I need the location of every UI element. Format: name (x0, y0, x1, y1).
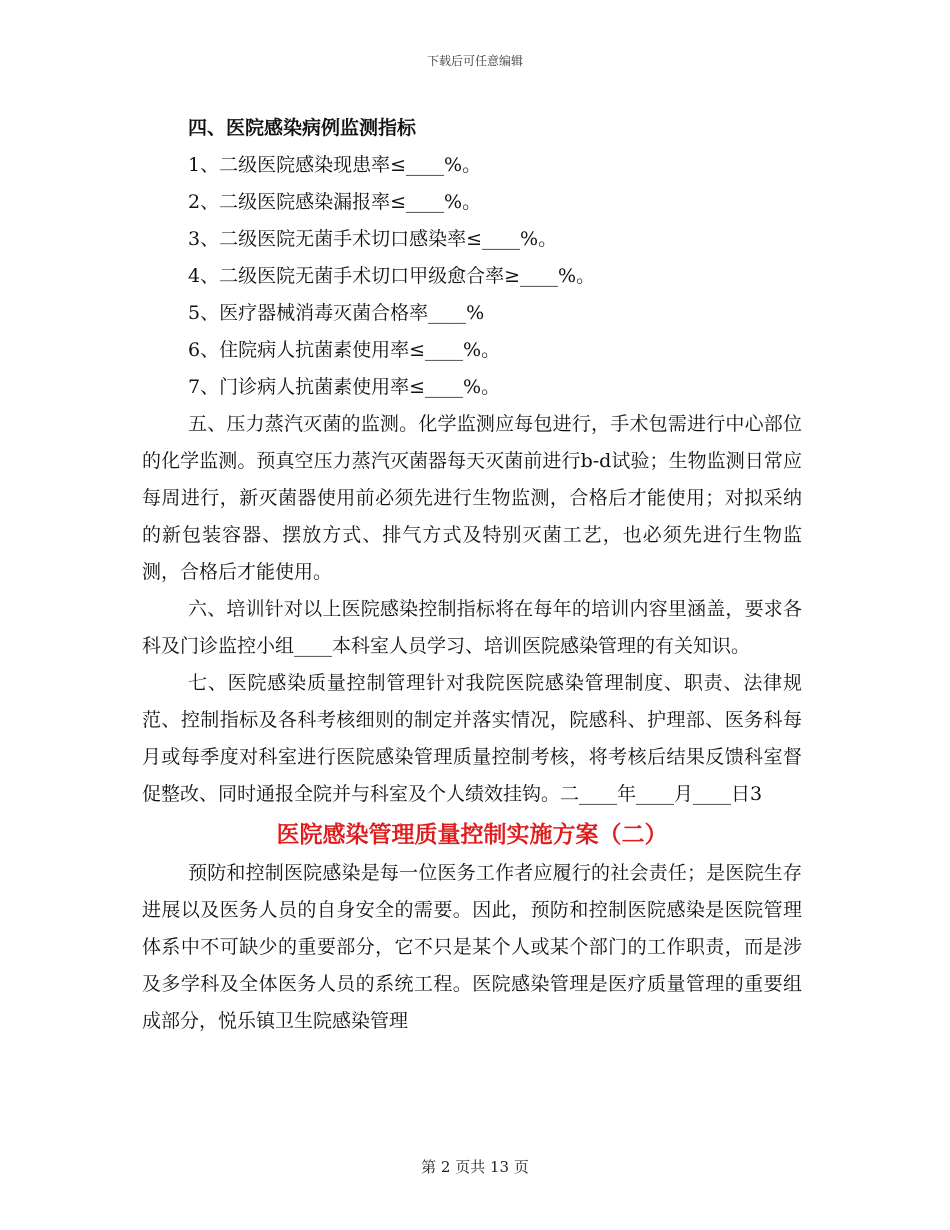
document-body (142, 110, 802, 1040)
section-5-paragraph: 五、压力蒸汽灭菌的监测。化学监测应每包进行，手术包需进行中心部位的化学监测。预真空压力蒸汽灭菌器每天灭菌前进行b-d试验；生物监测日常应每周进行，新灭菌器使用前必须先进行生物监测，合格后才能使用；对拟采纳的新包装容器、摆放方式、排气方式及特别灭菌工艺，也必须先进行生物监测，合格后才能使用。 (142, 413, 802, 583)
section-6-paragraph: 六、培训针对以上医院感染控制指标将在每年的培训内容里涵盖，要求各科及门诊监控小组____本科室人员学习、培训医院感染管理的有关知识。 (142, 598, 802, 657)
plan-2-title: 医院感染管理质量控制实施方案（二） (276, 821, 668, 848)
indicator-item-7: 7、门诊病人抗菌素使用率≤____%。 (188, 376, 501, 398)
indicator-item-5: 5、医疗器械消毒灭菌合格率____% (188, 302, 485, 324)
plan-2-intro-paragraph: 预防和控制医院感染是每一位医务工作者应履行的社会责任；是医院生存进展以及医务人员的自身安全的需要。因此，预防和控制医院感染是医院管理体系中不可缺少的重要部分，它不只是某个人或某个部门的工作职责，而是涉及多学科及全体医务人员的系统工程。医院感染管理是医疗质量管理的重要组成部分，悦乐镇卫生院感染管理 (142, 862, 802, 1032)
page-footer-number: 第 2 页共 13 页 (421, 1158, 529, 1176)
indicator-item-3: 3、二级医院无菌手术切口感染率≤____%。 (188, 228, 558, 250)
indicator-item-1: 1、二级医院感染现患率≤____%。 (188, 154, 482, 176)
indicator-item-6: 6、住院病人抗菌素使用率≤____%。 (188, 339, 501, 361)
section-4-title: 四、医院感染病例监测指标 (188, 117, 417, 139)
section-7-paragraph: 七、医院感染质量控制管理针对我院医院感染管理制度、职责、法律规范、控制指标及各科考核细则的制定并落实情况，院感科、护理部、医务科每月或每季度对科室进行医院感染管理质量控制考核，将考核后结果反馈科室督促整改、同时通报全院并与科室及个人绩效挂钩。二____年____月____日3 (142, 672, 802, 805)
indicator-item-2: 2、二级医院感染漏报率≤____%。 (188, 191, 482, 213)
indicator-item-4: 4、二级医院无菌手术切口甲级愈合率≥____%。 (188, 265, 596, 287)
page-header-note: 下载后可任意编辑 (426, 54, 523, 68)
